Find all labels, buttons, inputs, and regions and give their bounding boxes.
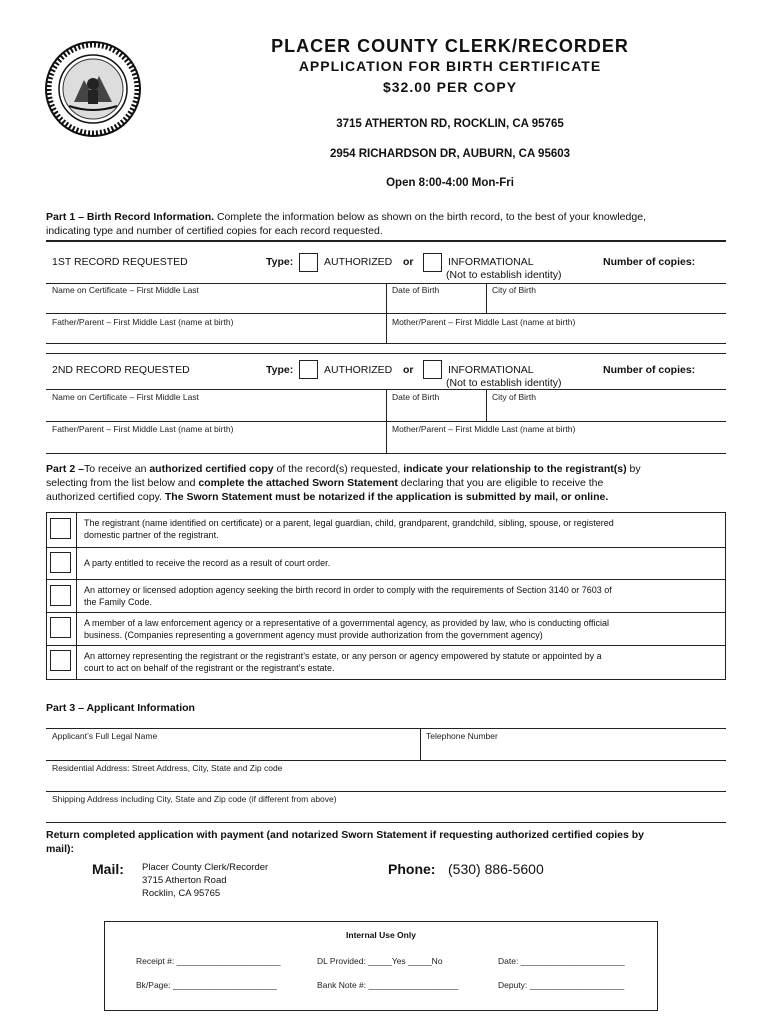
record2-not-identity: (Not to establish identity) bbox=[446, 377, 562, 389]
option-divider bbox=[46, 645, 726, 646]
record2-city-field[interactable] bbox=[490, 403, 724, 420]
record1-mother-field[interactable] bbox=[390, 328, 724, 342]
record1-type-label: Type: bbox=[266, 256, 294, 268]
price-per-copy: $32.00 PER COPY bbox=[382, 79, 518, 95]
record1-city-label: City of Birth bbox=[492, 285, 536, 295]
record2-authorized-checkbox[interactable] bbox=[299, 360, 318, 379]
record1-informational-label: INFORMATIONAL bbox=[448, 256, 534, 268]
part2-text: authorized certified copy. bbox=[46, 491, 165, 503]
relationship-law-enforcement-checkbox[interactable] bbox=[50, 617, 71, 638]
record1-name-field[interactable] bbox=[50, 296, 384, 312]
bk-page-field: Bk/Page: ______________________ bbox=[136, 980, 277, 990]
record2-mother-label: Mother/Parent – First Middle Last (name at birth) bbox=[392, 424, 576, 434]
residential-address-label: Residential Address: Street Address, City, State and Zip code bbox=[52, 763, 283, 773]
option-divider bbox=[46, 547, 726, 548]
option-text: business. (Companies representing a government agency must provide authorization from the government agency) bbox=[84, 630, 543, 640]
option-text: An attorney or licensed adoption agency seeking the birth record in order to comply with the requirements of Section 3140 or 7603 of bbox=[84, 585, 612, 595]
record1-divider bbox=[486, 283, 487, 313]
return-text: mail): bbox=[46, 843, 75, 855]
record2-father-field[interactable] bbox=[50, 436, 384, 452]
record2-top-line bbox=[46, 353, 726, 354]
part2-notarize-note: The Sworn Statement must be notarized if the application is submitted by mail, or online. bbox=[164, 491, 609, 503]
record2-informational-checkbox[interactable] bbox=[423, 360, 442, 379]
part2-text: by bbox=[626, 463, 641, 475]
part2-text: of the record(s) requested, bbox=[273, 463, 404, 475]
record2-row-line bbox=[46, 421, 726, 422]
phone-number: (530) 886-5600 bbox=[448, 861, 544, 877]
part2-heading: Part 2 – bbox=[46, 463, 84, 475]
record2-mother-field[interactable] bbox=[390, 436, 724, 452]
part3-line bbox=[46, 822, 726, 823]
county-seal-icon bbox=[44, 40, 142, 138]
relationship-law-enforcement-text bbox=[84, 617, 724, 641]
part1-text-line1: Complete the information below as shown on the birth record, to the best of your knowledge, bbox=[216, 211, 646, 223]
deputy-field: Deputy: ____________________ bbox=[498, 980, 625, 990]
record1-informational-checkbox[interactable] bbox=[423, 253, 442, 272]
option-text: domestic partner of the registrant. bbox=[84, 530, 219, 540]
relationship-court-order-text bbox=[84, 557, 724, 569]
record2-type-label: Type: bbox=[266, 364, 294, 376]
phone-label: Phone: bbox=[388, 861, 436, 877]
part2-text-bold: indicate your relationship to the registrant(s) bbox=[403, 463, 627, 475]
relationship-registrant-text bbox=[84, 517, 724, 541]
address-auburn: 2954 RICHARDSON DR, AUBURN, CA 95603 bbox=[329, 148, 571, 160]
record2-father-label: Father/Parent – First Middle Last (name at birth) bbox=[52, 424, 234, 434]
relationship-registrant-checkbox[interactable] bbox=[50, 518, 71, 539]
mail-address-line: 3715 Atherton Road bbox=[142, 875, 227, 886]
part2-text: selecting from the list below and bbox=[46, 477, 199, 489]
part1-text-line2: indicating type and number of certified copies for each record requested. bbox=[46, 225, 383, 237]
mail-address-line: Placer County Clerk/Recorder bbox=[142, 862, 269, 873]
receipt-field: Receipt #: ______________________ bbox=[136, 956, 281, 966]
part3-heading: Part 3 – Applicant Information bbox=[46, 702, 195, 714]
record2-authorized-label: AUTHORIZED bbox=[324, 364, 393, 376]
part3-line bbox=[46, 760, 726, 761]
applicant-name-label: Applicant’s Full Legal Name bbox=[52, 731, 158, 741]
option-text: the Family Code. bbox=[84, 597, 153, 607]
record1-copies-label: Number of copies: bbox=[603, 256, 696, 268]
form-title: PLACER COUNTY CLERK/RECORDER bbox=[271, 36, 629, 56]
option-divider bbox=[46, 612, 726, 613]
mail-address-line: Rocklin, CA 95765 bbox=[142, 888, 221, 899]
part2-text: To receive an bbox=[83, 463, 150, 475]
record1-father-field[interactable] bbox=[50, 328, 384, 342]
address-rocklin: 3715 ATHERTON RD, ROCKLIN, CA 95765 bbox=[336, 118, 564, 130]
part3-line bbox=[46, 791, 726, 792]
record2-informational-label: INFORMATIONAL bbox=[448, 364, 534, 376]
record2-name-label: Name on Certificate – First Middle Last bbox=[52, 392, 199, 402]
record1-father-label: Father/Parent – First Middle Last (name at birth) bbox=[52, 317, 234, 327]
option-text: The registrant (name identified on certificate) or a parent, legal guardian, child, grandparent, grandchild, sibling, spouse, or registered bbox=[84, 518, 614, 528]
record1-city-field[interactable] bbox=[490, 296, 724, 312]
record1-dob-label: Date of Birth bbox=[392, 285, 440, 295]
part2-text: declaring that you are eligible to receive the bbox=[397, 477, 604, 489]
record2-name-field[interactable] bbox=[50, 403, 384, 420]
record2-dob-label: Date of Birth bbox=[392, 392, 440, 402]
option-text: A member of a law enforcement agency or a representative of a governmental agency, as provided by law, who is conducting official bbox=[84, 618, 609, 628]
record1-row-line bbox=[46, 313, 726, 314]
telephone-field[interactable] bbox=[424, 742, 724, 759]
shipping-address-label: Shipping Address including City, State and Zip code (if different from above) bbox=[52, 794, 337, 804]
relationship-estate-text bbox=[84, 650, 724, 674]
return-text: Return completed application with payment (and notarized Sworn Statement if requesting authorized certified copies by bbox=[46, 829, 644, 841]
record2-copies-label: Number of copies: bbox=[603, 364, 696, 376]
record2-title: 2ND RECORD REQUESTED bbox=[52, 364, 190, 376]
record1-title: 1ST RECORD REQUESTED bbox=[52, 256, 188, 268]
applicant-name-field[interactable] bbox=[50, 742, 418, 759]
office-hours: Open 8:00-4:00 Mon-Fri bbox=[386, 177, 514, 189]
option-text: An attorney representing the registrant or the registrant’s estate, or any person or agency empowered by statute or appointed by a bbox=[84, 651, 602, 661]
relationship-attorney-adoption-text bbox=[84, 584, 724, 608]
return-instructions bbox=[46, 828, 726, 856]
record2-dob-field[interactable] bbox=[390, 403, 484, 420]
record1-row-line bbox=[46, 343, 726, 344]
option-text: A party entitled to receive the record as a result of court order. bbox=[84, 558, 331, 568]
part1-intro bbox=[46, 210, 726, 238]
part2-intro bbox=[46, 462, 726, 504]
dl-provided-field: DL Provided: _____Yes _____No bbox=[317, 956, 443, 966]
part1-heading: Part 1 – Birth Record Information. bbox=[46, 211, 215, 223]
option-text: court to act on behalf of the registrant or the registrant’s estate. bbox=[84, 663, 335, 673]
record2-city-label: City of Birth bbox=[492, 392, 536, 402]
bank-note-field: Bank Note #: ___________________ bbox=[317, 980, 459, 990]
part3-divider bbox=[420, 728, 421, 760]
shipping-address-field[interactable] bbox=[50, 805, 724, 821]
relationship-estate-checkbox[interactable] bbox=[50, 650, 71, 671]
record2-or: or bbox=[403, 364, 414, 376]
relationship-attorney-adoption-checkbox[interactable] bbox=[50, 585, 71, 606]
record2-row-line bbox=[46, 453, 726, 454]
form-subtitle: APPLICATION FOR BIRTH CERTIFICATE bbox=[298, 58, 602, 74]
record1-mother-label: Mother/Parent – First Middle Last (name at birth) bbox=[392, 317, 576, 327]
telephone-label: Telephone Number bbox=[426, 731, 498, 741]
mail-address bbox=[142, 861, 268, 900]
record1-name-label: Name on Certificate – First Middle Last bbox=[52, 285, 199, 295]
record1-authorized-checkbox[interactable] bbox=[299, 253, 318, 272]
part2-text-bold: authorized certified copy bbox=[149, 463, 274, 475]
option-divider bbox=[46, 579, 726, 580]
record2-divider bbox=[486, 389, 487, 421]
internal-use-title: Internal Use Only bbox=[346, 930, 416, 940]
record1-dob-field[interactable] bbox=[390, 296, 484, 312]
divider bbox=[46, 240, 726, 242]
date-field: Date: ______________________ bbox=[498, 956, 625, 966]
part3-line bbox=[46, 728, 726, 729]
mail-label: Mail: bbox=[92, 861, 124, 877]
relationship-divider bbox=[76, 512, 77, 680]
record1-or: or bbox=[403, 256, 414, 268]
record1-authorized-label: AUTHORIZED bbox=[324, 256, 393, 268]
record1-not-identity: (Not to establish identity) bbox=[446, 269, 562, 281]
part2-text-bold: complete the attached Sworn Statement bbox=[198, 477, 398, 489]
residential-address-field[interactable] bbox=[50, 774, 724, 790]
relationship-court-order-checkbox[interactable] bbox=[50, 552, 71, 573]
